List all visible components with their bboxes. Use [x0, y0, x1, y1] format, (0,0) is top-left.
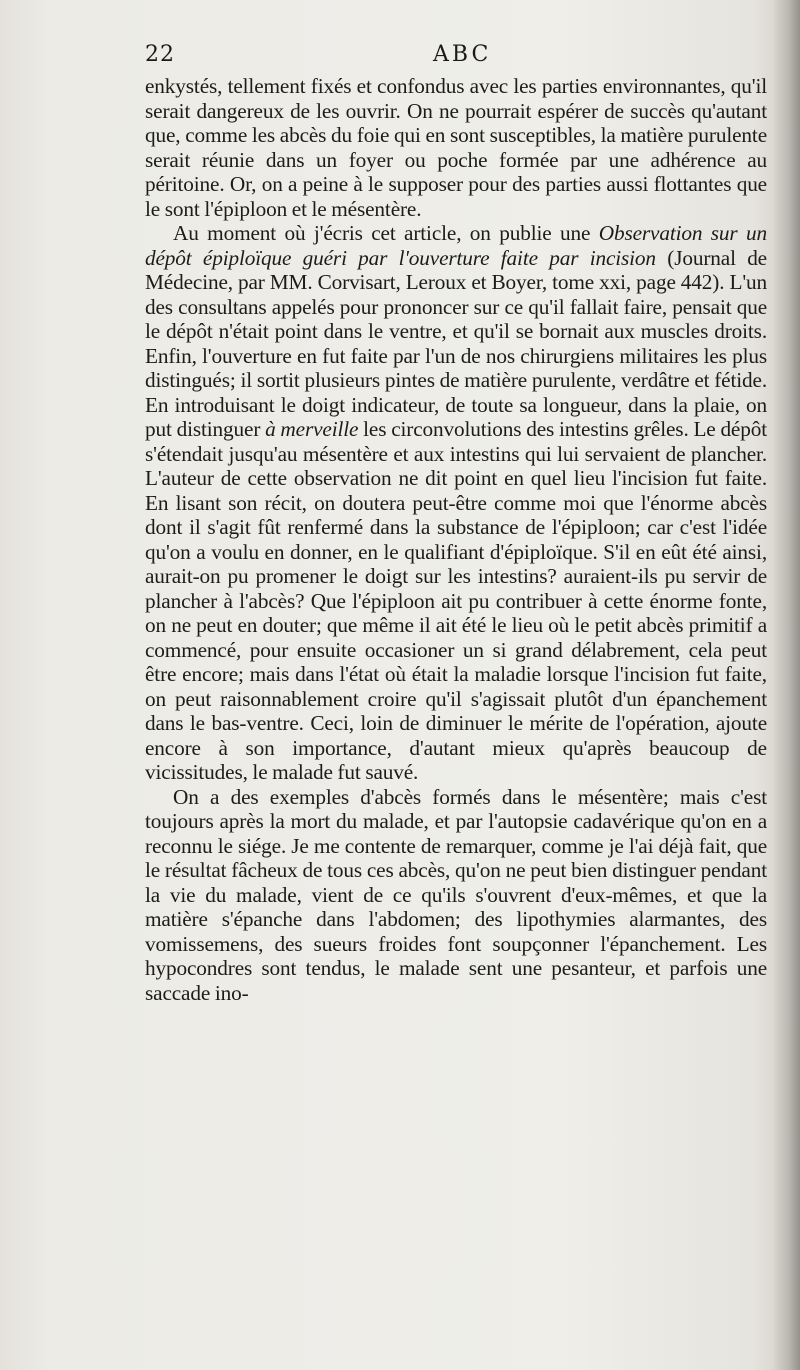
paragraph-1: enkystés, tellement fixés et confondus avec les parties environnantes, qu'il serait dangereux de les ouvrir. On ne pourrait espérer de succès qu'autant que, comme les abcès du foie qui en sont susceptibles, la matière purulente serait réunie dans un foyer ou poche formée par une adhérence au péritoine. Or, on a peine à le supposer pour des parties aussi flottantes que le sont l'épiploon et le mésentère. [145, 74, 767, 221]
page-number: 22 [145, 42, 175, 67]
paragraph-2 [145, 221, 767, 785]
paragraph-2-body: (Journal de Médecine, par MM. Corvisart, Leroux et Boyer, tome xxi, page 442). L'un des consultans appelés pour prononcer sur ce qu'il fallait faire, pensait que le dépôt n'était point dans le ventre, et qu'il se bornait aux muscles droits. Enfin, l'ouverture en fut faite par l'un de nos chirurgiens militaires les plus distingués; il sortit plusieurs pintes de matière purulente, verdâtre et fétide. En introduisant le doigt indicateur, de toute sa longueur, dans la plaie, on put distinguer [145, 245, 767, 441]
paragraph-2-intro: Au moment où j'écris cet article, on publie une [173, 221, 599, 245]
emphasis-a-merveille: à merveille [265, 417, 359, 441]
paragraph-3: On a des exemples d'abcès formés dans le mésentère; mais c'est toujours après la mort du malade, et par l'autopsie cadavérique qu'on en a reconnu le siége. Je me contente de remarquer, comme je l'ai déjà fait, que le résultat fâcheux de tous ces abcès, qu'on ne peut bien distinguer pendant la vie du malade, vient de ce qu'ils s'ouvrent d'eux-mêmes, et que la matière s'épanche dans l'abdomen; des lipothymies alarmantes, des vomissemens, des sueurs froides font soupçonner l'épanchement. Les hypocondres sont tendus, le malade sent une pesanteur, et parfois une saccade ino- [145, 784, 767, 1005]
page-edge-shadow [772, 0, 800, 1370]
paragraph-2-continuation: les circonvolutions des intestins grêles. Le dépôt s'étendait jusqu'au mésentère et aux intestins qui lui servaient de plancher. L'auteur de cette observation ne dit point en quel lieu l'incision fut faite. En lisant son récit, on doutera peut-être comme moi que l'énorme abcès dont il s'agit fût renfermé dans la substance de l'épiploon; car c'est l'idée qu'on a voulu en donner, en le qualifiant d'épiploïque. S'il en eût été ainsi, aurait-on pu promener le doigt sur les intestins? auraient-ils pu servir de plancher à l'abcès? Que l'épiploon ait pu contribuer à cette énorme fonte, on ne peut en douter; que même il ait été le lieu où le petit abcès primitif a commencé, pour ensuite occasioner un si grand délabrement, cela peut être encore; mais dans l'état où était la maladie lorsque l'incision fut faite, on peut raisonnablement croire qu'il s'agissait plutôt d'un épanchement dans le bas-ventre. Ceci, loin de diminuer le mérite de l'opération, ajoute encore à son importance, d'autant mieux qu'après beaucoup de vicissitudes, le malade fut sauvé. [145, 417, 768, 784]
page-header [145, 42, 765, 72]
running-head: ABC [433, 42, 492, 67]
body-text [145, 74, 767, 1005]
cited-observation-title: Observation sur un dépôt épiploïque guéri par l'ouverture faite par incision [145, 221, 767, 270]
